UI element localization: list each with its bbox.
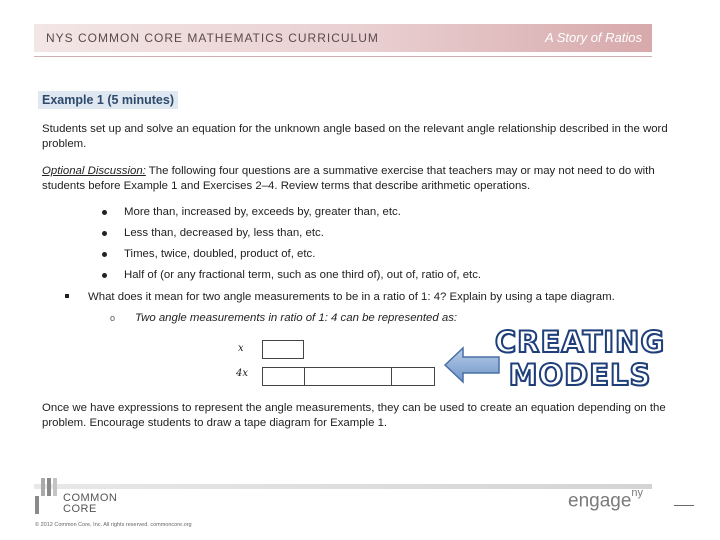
bullet-icon [102, 252, 107, 257]
tape-label-x: x [238, 343, 244, 354]
list-item: Half of (or any fractional term, such as one third of), out of, ratio of, etc. [102, 268, 481, 289]
bullet-icon [102, 210, 107, 215]
tape-diagram-4x [262, 367, 435, 386]
optional-discussion-paragraph [42, 164, 674, 194]
ratio-answer-text: Two angle measurements in ratio of 1: 4 can be represented as: [135, 312, 458, 324]
terms-list [102, 205, 481, 289]
tape-diagram-x [262, 340, 304, 359]
creating-models-callout [470, 326, 690, 392]
common-core-wordmark: COMMON CORE [63, 492, 118, 515]
copyright-notice: © 2012 Common Core, Inc. All rights reserved. commoncore.org [35, 522, 192, 528]
module-title: A Story of Ratios [544, 30, 642, 45]
bullet-icon [102, 231, 107, 236]
callout-line-1: CREATING [494, 325, 666, 359]
tape-divider [304, 368, 305, 385]
sub-bullet-marker: o [110, 313, 116, 323]
callout-line-2: MODELS [508, 358, 652, 392]
list-item: Times, twice, doubled, product of, etc. [102, 247, 481, 268]
optional-discussion-lead: Optional Discussion: [42, 165, 146, 177]
bullet-icon [102, 273, 107, 278]
tape-divider [391, 368, 392, 385]
footer-accent-line [674, 505, 694, 506]
tape-label-4x: 4x [236, 368, 249, 379]
closing-paragraph: Once we have expressions to represent the angle measurements, they can be used to create an equation depending on the problem. Encourage students to draw a tape diagram for Example 1. [42, 402, 666, 429]
list-item: Less than, decreased by, less than, etc. [102, 226, 481, 247]
footer-divider [34, 484, 652, 489]
ratio-question-text: What does it mean for two angle measurements to be in a ratio of 1: 4? Explain by using a tape diagram. [88, 291, 615, 303]
header-divider [34, 56, 652, 57]
optional-discussion-text: The following four questions are a summative exercise that teachers may or may not need to do with students before Example 1 and Exercises 2–4. Review terms that describe arithmetic operations. [42, 165, 655, 192]
example-title: Example 1 (5 minutes) [38, 91, 178, 109]
curriculum-header [34, 24, 652, 52]
engageny-logo: engage$^{ny}$ [568, 487, 644, 512]
square-bullet-icon [65, 294, 69, 298]
curriculum-title: NYS COMMON CORE MATHEMATICS CURRICULUM [46, 31, 379, 45]
list-item: More than, increased by, exceeds by, greater than, etc. [102, 205, 481, 226]
intro-paragraph: Students set up and solve an equation for the unknown angle based on the relevant angle relationship described in the word problem. [42, 123, 668, 150]
